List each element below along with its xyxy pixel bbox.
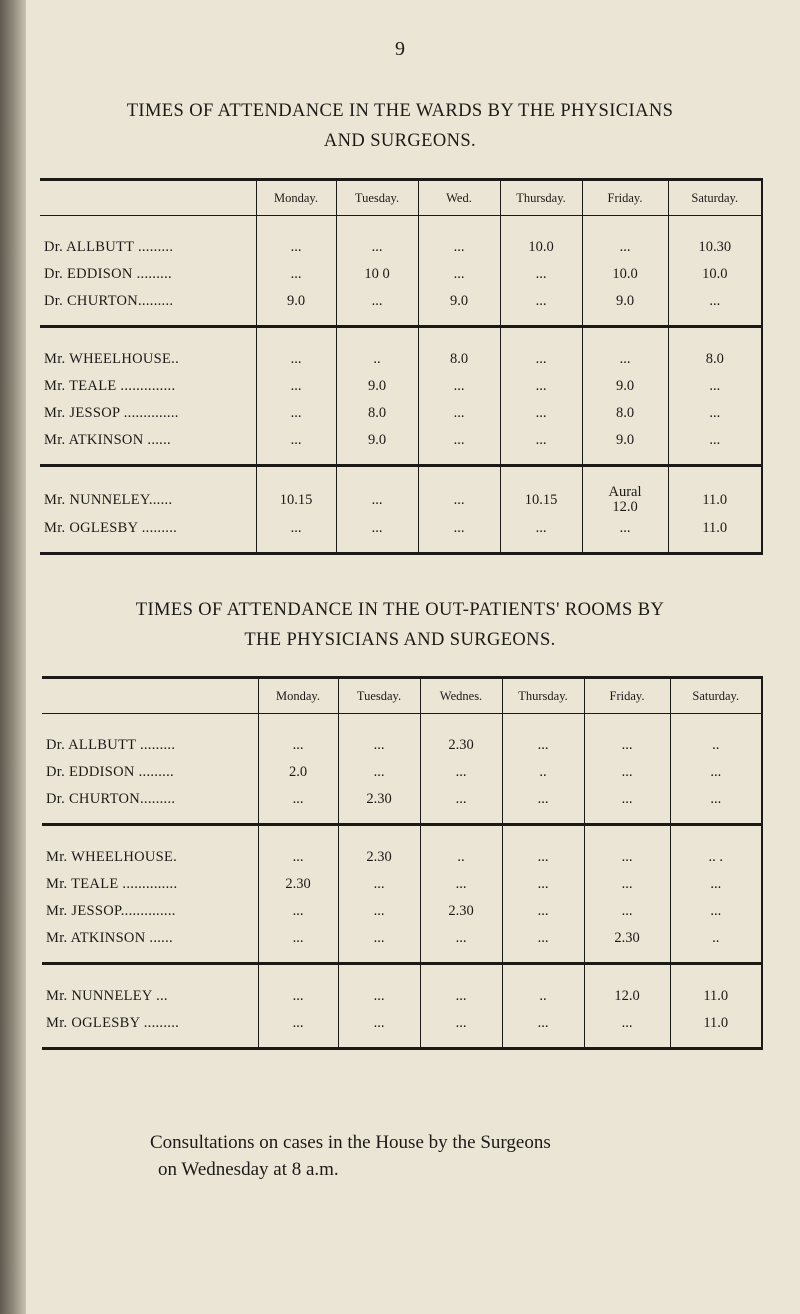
outpatients-time-cell: ... <box>502 871 584 898</box>
outpatients-row <box>42 825 762 872</box>
outpatients-staff-name: Mr. ATKINSON ...... <box>42 925 258 964</box>
outpatients-time-cell: 2.30 <box>420 714 502 760</box>
outpatients-time-cell: ... <box>670 871 762 898</box>
wards-staff-name: Dr. ALLBUTT ......... <box>44 239 174 255</box>
outpatients-time-cell: ... <box>420 786 502 825</box>
wards-row <box>40 327 762 374</box>
wards-row <box>40 400 762 427</box>
outpatients-header-friday: Friday. <box>584 678 670 714</box>
wards-time-cell: 10.15 <box>500 466 582 516</box>
wards-time-cell: ... <box>418 261 500 288</box>
wards-time-cell: ... <box>336 515 418 554</box>
wards-time-cell: 9.0 <box>582 427 668 466</box>
wards-time-cell: 10.30 <box>668 216 762 262</box>
wards-row <box>40 466 762 516</box>
outpatients-staff-name: Mr. TEALE .............. <box>46 876 178 892</box>
outpatients-row <box>42 925 762 964</box>
wards-row <box>40 288 762 327</box>
outpatients-time-cell: ... <box>258 1010 338 1049</box>
wards-time-cell: ... <box>418 216 500 262</box>
outpatients-title-line-2: THE PHYSICIANS AND SURGEONS. <box>244 630 556 650</box>
outpatients-staff-name: Mr. WHEELHOUSE. <box>46 849 178 865</box>
wards-time-cell: 8.0 <box>582 400 668 427</box>
outpatients-time-cell: .. . <box>670 825 762 872</box>
wards-row <box>40 373 762 400</box>
wards-time-cell: ... <box>256 261 336 288</box>
outpatients-time-cell: ... <box>258 964 338 1011</box>
wards-time-cell: ... <box>582 327 668 374</box>
outpatients-time-cell: 2.30 <box>338 786 420 825</box>
outpatients-time-cell: 2.30 <box>258 871 338 898</box>
outpatients-row <box>42 898 762 925</box>
outpatients-row <box>42 871 762 898</box>
wards-time-cell: 9.0 <box>336 427 418 466</box>
wards-time-cell: 10.0 <box>668 261 762 288</box>
outpatients-time-cell: ... <box>420 1010 502 1049</box>
wards-time-cell: ... <box>668 288 762 327</box>
outpatients-time-cell: .. <box>670 925 762 964</box>
outpatients-time-cell: ... <box>338 1010 420 1049</box>
outpatients-time-cell: ... <box>670 759 762 786</box>
wards-time-cell: ... <box>500 373 582 400</box>
outpatients-header-saturday: Saturday. <box>670 678 762 714</box>
outpatients-time-cell: ... <box>338 714 420 760</box>
outpatients-staff-name: Dr. EDDISON ......... <box>46 764 174 780</box>
page-binding-shadow <box>0 0 26 1314</box>
outpatients-time-cell: ... <box>584 759 670 786</box>
outpatients-time-cell: ... <box>584 871 670 898</box>
note-line-2: on Wednesday at 8 a.m. <box>158 1159 339 1180</box>
wards-time-cell: 10.0 <box>500 216 582 262</box>
wards-time-cell: .. <box>336 327 418 374</box>
wards-time-cell: ... <box>256 327 336 374</box>
outpatients-row <box>42 714 762 760</box>
wards-time-cell: 9.0 <box>582 373 668 400</box>
wards-header-wednesday: Wed. <box>418 180 500 216</box>
wards-time-cell: ... <box>336 288 418 327</box>
outpatients-attendance-table <box>42 676 763 1050</box>
wards-time-cell: 11.0 <box>668 466 762 516</box>
wards-staff-name: Dr. CHURTON......... <box>40 288 256 327</box>
outpatients-header-wednesday: Wednes. <box>420 678 502 714</box>
outpatients-time-cell: ... <box>420 759 502 786</box>
wards-time-cell: 8.0 <box>668 327 762 374</box>
outpatients-title-line-1: TIMES OF ATTENDANCE IN THE OUT-PATIENTS' ROOMS BY <box>135 600 665 620</box>
wards-time-cell: ... <box>668 427 762 466</box>
outpatients-time-cell: ... <box>502 898 584 925</box>
outpatients-time-cell: .. <box>502 759 584 786</box>
outpatients-time-cell: 11.0 <box>670 964 762 1011</box>
wards-header-saturday: Saturday. <box>668 180 762 216</box>
outpatients-header-monday: Monday. <box>258 678 338 714</box>
outpatients-time-cell: ... <box>502 714 584 760</box>
outpatients-staff-name: Dr. CHURTON......... <box>42 786 258 825</box>
outpatients-time-cell: 11.0 <box>670 1010 762 1049</box>
outpatients-row <box>42 759 762 786</box>
outpatients-time-cell: 2.30 <box>584 925 670 964</box>
outpatients-time-cell: ... <box>258 786 338 825</box>
outpatients-time-cell: ... <box>502 825 584 872</box>
wards-time-cell: ... <box>500 261 582 288</box>
wards-title-line-1: TIMES OF ATTENDANCE IN THE WARDS BY THE PHYSICIANS <box>126 101 674 121</box>
wards-staff-name: Mr. TEALE .............. <box>44 378 176 394</box>
outpatients-time-cell: ... <box>338 871 420 898</box>
page-number: 9 <box>395 38 405 60</box>
wards-staff-name: Mr. OGLESBY ......... <box>40 515 256 554</box>
wards-time-cell: 9.0 <box>418 288 500 327</box>
wards-time-cell: 11.0 <box>668 515 762 554</box>
wards-time-cell: 10.15 <box>256 466 336 516</box>
outpatients-time-cell: .. <box>420 825 502 872</box>
wards-time-cell: 9.0 <box>256 288 336 327</box>
wards-time-cell: ... <box>500 400 582 427</box>
wards-staff-name: Mr. ATKINSON ...... <box>40 427 256 466</box>
consultations-note <box>150 1129 670 1183</box>
outpatients-time-cell: ... <box>502 786 584 825</box>
outpatients-time-cell: 2.30 <box>420 898 502 925</box>
outpatients-time-cell: 2.30 <box>338 825 420 872</box>
wards-time-cell: 9.0 <box>336 373 418 400</box>
outpatients-time-cell: ... <box>584 898 670 925</box>
outpatients-time-cell: 2.0 <box>258 759 338 786</box>
outpatients-staff-name: Mr. JESSOP.............. <box>46 903 176 919</box>
wards-header-thursday: Thursday. <box>500 180 582 216</box>
outpatients-staff-name: Mr. NUNNELEY ... <box>46 988 168 1004</box>
wards-time-cell: ... <box>418 373 500 400</box>
wards-staff-name: Mr. WHEELHOUSE.. <box>44 351 180 367</box>
wards-time-cell: 9.0 <box>582 288 668 327</box>
wards-time-cell: ... <box>256 400 336 427</box>
wards-row <box>40 216 762 262</box>
wards-time-cell: ... <box>500 327 582 374</box>
outpatients-header-corner <box>42 678 258 714</box>
wards-time-cell: ... <box>668 400 762 427</box>
outpatients-time-cell: ... <box>338 759 420 786</box>
outpatients-time-cell: ... <box>420 964 502 1011</box>
wards-time-cell: ... <box>418 515 500 554</box>
wards-time-cell: Aural 12.0 <box>582 466 668 516</box>
wards-header-row <box>40 180 762 216</box>
outpatients-time-cell: ... <box>338 898 420 925</box>
wards-header-tuesday: Tuesday. <box>336 180 418 216</box>
outpatients-time-cell: ... <box>502 1010 584 1049</box>
wards-time-cell: ... <box>582 216 668 262</box>
note-line-1: Consultations on cases in the House by the Surgeons <box>150 1132 551 1153</box>
outpatients-row <box>42 1010 762 1049</box>
wards-row <box>40 427 762 466</box>
outpatients-staff-name: Dr. ALLBUTT ......... <box>46 737 176 753</box>
wards-title-line-2: AND SURGEONS. <box>323 131 477 151</box>
outpatients-time-cell: ... <box>584 714 670 760</box>
outpatients-time-cell: ... <box>420 871 502 898</box>
wards-time-cell: ... <box>418 466 500 516</box>
wards-time-cell: ... <box>256 515 336 554</box>
wards-table-title <box>40 96 760 156</box>
wards-staff-name: Mr. NUNNELEY...... <box>44 491 173 508</box>
outpatients-time-cell: .. <box>502 964 584 1011</box>
wards-time-cell: ... <box>500 427 582 466</box>
outpatients-time-cell: ... <box>584 1010 670 1049</box>
wards-time-cell: ... <box>336 466 418 516</box>
wards-time-cell: ... <box>256 427 336 466</box>
outpatients-time-cell: ... <box>258 898 338 925</box>
outpatients-header-thursday: Thursday. <box>502 678 584 714</box>
wards-time-cell: 8.0 <box>336 400 418 427</box>
outpatients-time-cell: ... <box>338 964 420 1011</box>
wards-header-corner <box>40 180 256 216</box>
outpatients-time-cell: ... <box>258 925 338 964</box>
wards-time-cell: ... <box>418 427 500 466</box>
wards-row <box>40 515 762 554</box>
wards-time-cell: ... <box>500 515 582 554</box>
outpatients-time-cell: ... <box>258 825 338 872</box>
wards-staff-name: Mr. JESSOP .............. <box>44 405 179 421</box>
wards-attendance-table <box>40 178 763 555</box>
wards-time-cell: ... <box>668 373 762 400</box>
outpatients-staff-name: Mr. OGLESBY ......... <box>42 1010 258 1049</box>
wards-time-cell: ... <box>336 216 418 262</box>
outpatients-table-title <box>40 595 760 655</box>
outpatients-time-cell: ... <box>584 825 670 872</box>
outpatients-time-cell: ... <box>338 925 420 964</box>
wards-time-cell: ... <box>500 288 582 327</box>
wards-time-cell: 10 0 <box>336 261 418 288</box>
wards-header-monday: Monday. <box>256 180 336 216</box>
outpatients-time-cell: ... <box>502 925 584 964</box>
outpatients-header-tuesday: Tuesday. <box>338 678 420 714</box>
outpatients-time-cell: ... <box>584 786 670 825</box>
wards-time-cell: ... <box>256 373 336 400</box>
outpatients-row <box>42 786 762 825</box>
wards-time-cell: ... <box>418 400 500 427</box>
wards-staff-name: Dr. EDDISON ......... <box>44 266 172 282</box>
outpatients-time-cell: ... <box>258 714 338 760</box>
wards-time-cell: ... <box>256 216 336 262</box>
wards-row <box>40 261 762 288</box>
outpatients-time-cell: ... <box>670 898 762 925</box>
outpatients-header-row <box>42 678 762 714</box>
outpatients-time-cell: 12.0 <box>584 964 670 1011</box>
wards-time-cell: ... <box>582 515 668 554</box>
wards-time-cell: 10.0 <box>582 261 668 288</box>
outpatients-time-cell: .. <box>670 714 762 760</box>
wards-time-cell: 8.0 <box>418 327 500 374</box>
outpatients-row <box>42 964 762 1011</box>
outpatients-time-cell: ... <box>670 786 762 825</box>
outpatients-time-cell: ... <box>420 925 502 964</box>
wards-header-friday: Friday. <box>582 180 668 216</box>
